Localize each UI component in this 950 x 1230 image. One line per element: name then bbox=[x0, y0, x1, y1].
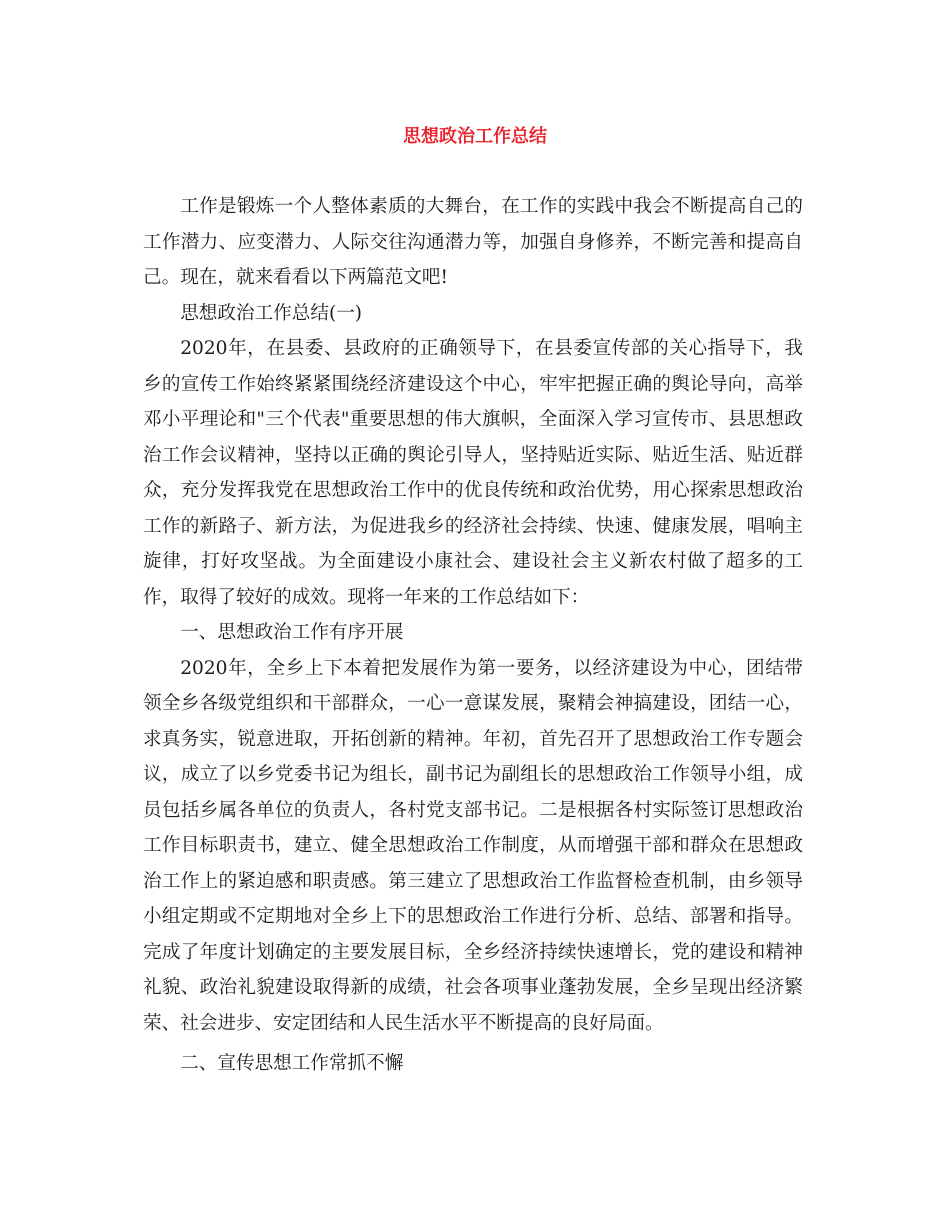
section-heading-two: 二、宣传思想工作常抓不懈 bbox=[180, 1053, 404, 1074]
document-body bbox=[143, 189, 803, 1082]
overview-paragraph: 2020年，在县委、县政府的正确领导下，在县委宣传部的关心指导下，我乡的宣传工作始终紧紧围绕经济建设这个中心，牢牢把握正确的舆论导向，高举邓小平理论和"三个代表"重要思想的伟大旗帜，全面深入学习宣传市、县思想政治工作会议精神，坚持以正确的舆论引导人，坚持贴近实际、贴近生活、贴近群众，充分发挥我党在思想政治工作中的优良传统和政治优势，用心探索思想政治工作的新路子、新方法，为促进我乡的经济社会持续、快速、健康发展，唱响主旋律，打好攻坚战。为全面建设小康社会、建设社会主义新农村做了超多的工作，取得了较好的成效。现将一年来的工作总结如下： bbox=[143, 338, 803, 608]
section-title-part-one: 思想政治工作总结(一) bbox=[180, 302, 363, 324]
section-one-paragraph: 2020年，全乡上下本着把发展作为第一要务，以经济建设为中心，团结带领全乡各级党组织和干部群众，一心一意谋发展，聚精会神搞建设，团结一心，求真务实，锐意进取，开拓创新的精神。年初，首先召开了思想政治工作专题会议，成立了以乡党委书记为组长，副书记为副组长的思想政治工作领导小组，成员包括乡属各单位的负责人，各村党支部书记。二是根据各村实际签订思想政治工作目标职责书，建立、健全思想政治工作制度，从而增强干部和群众在思想政治工作上的紧迫感和职责感。第三建立了思想政治工作监督检查机制，由乡领导小组定期或不定期地对全乡上下的思想政治工作进行分析、总结、部署和指导。完成了年度计划确定的主要发展目标，全乡经济持续快速增长，党的建设和精神礼貌、政治礼貌建设取得新的成绩，社会各项事业蓬勃发展，全乡呈现出经济繁荣、社会进步、安定团结和人民生活水平不断提高的良好局面。 bbox=[143, 657, 803, 1034]
document-title: 思想政治工作总结 bbox=[403, 126, 547, 147]
intro-paragraph: 工作是锻炼一个人整体素质的大舞台，在工作的实践中我会不断提高自己的工作潜力、应变潜力、人际交往沟通潜力等，加强自身修养，不断完善和提高自己。现在，就来看看以下两篇范文吧! bbox=[143, 196, 803, 288]
section-heading-one: 一、思想政治工作有序开展 bbox=[180, 622, 404, 643]
